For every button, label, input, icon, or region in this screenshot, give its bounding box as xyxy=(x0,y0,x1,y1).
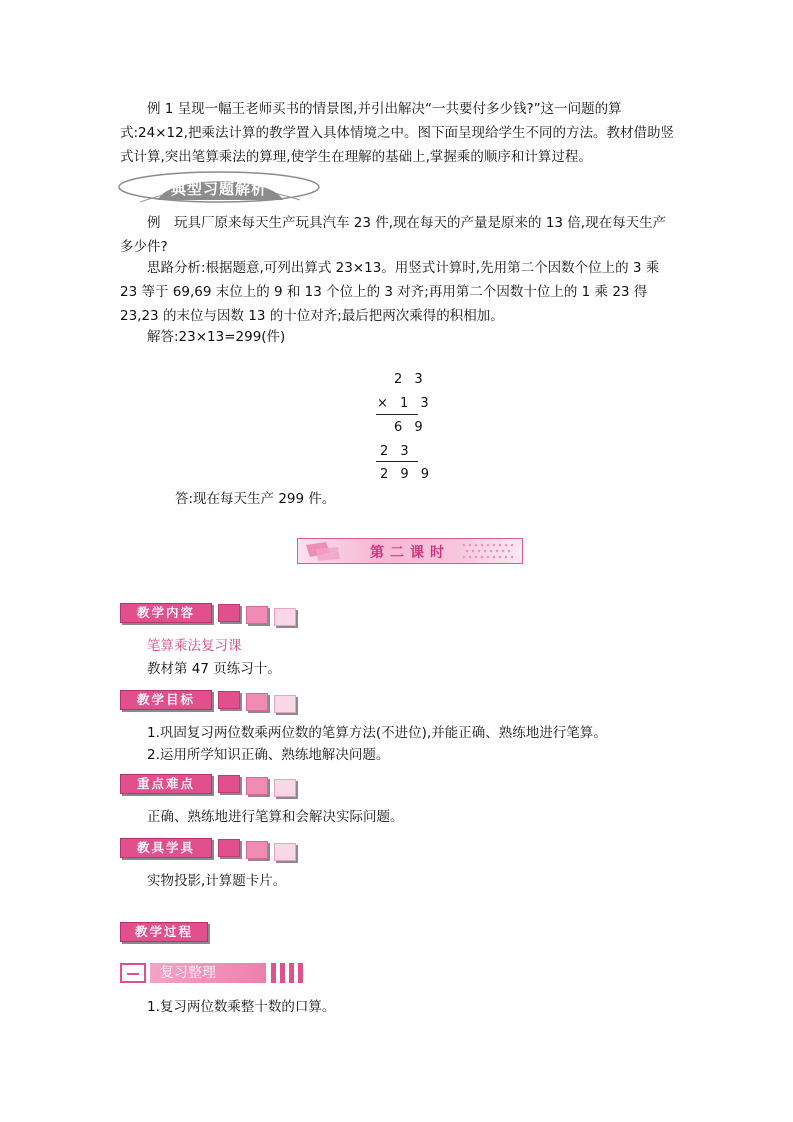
goal-item-1: 1.巩固复习两位数乘两位数的笔算方法(不进位),并能正确、熟练地进行笔算。 xyxy=(147,725,607,741)
review-section-bar xyxy=(120,963,302,983)
bar-stripe xyxy=(289,963,294,983)
example-question: 例 玩具厂原来每天生产玩具汽车 23 件,现在每天的产量是原来的 13 倍,现在每天生产多少件? xyxy=(120,215,667,255)
section-banner-typical-exercises xyxy=(118,170,320,206)
vertical-calculation xyxy=(370,372,434,487)
label-square-2 xyxy=(246,606,268,624)
label-square-1 xyxy=(218,691,240,709)
example-answer: 答:现在每天生产 299 件。 xyxy=(175,491,336,507)
bar-stripe xyxy=(298,963,303,983)
intro-paragraph: 例 1 呈现一幅王老师买书的情景图,并引出解决“一共要付多少钱?”这一问题的算式:24×12,把乘法计算的教学置入具体情境之中。图下面呈现给学生不同的方法。教材借助竖式计算,突出笔算乘法的算理,使学生在理解的基础上,掌握乘的顺序和计算过程。 xyxy=(120,101,675,165)
label-square-2 xyxy=(246,777,268,795)
label-square-3 xyxy=(274,779,296,797)
calc-line-1 xyxy=(376,414,418,415)
key-text: 正确、熟练地进行笔算和会解决实际问题。 xyxy=(147,809,404,825)
label-square-1 xyxy=(218,604,240,622)
goal-item-2: 2.运用所学知识正确、熟练地解决问题。 xyxy=(147,747,390,763)
lesson-banner xyxy=(297,538,523,564)
label-square-2 xyxy=(246,841,268,859)
label-teaching-content: 教学内容 xyxy=(120,603,212,623)
tools-text: 实物投影,计算题卡片。 xyxy=(147,873,287,889)
label-square-1 xyxy=(218,775,240,793)
label-square-3 xyxy=(274,695,296,713)
section-banner-title: 典型习题解析 xyxy=(170,180,267,198)
calc-line-2 xyxy=(376,461,418,462)
review-item-1: 1.复习两位数乘整十数的口算。 xyxy=(147,999,336,1015)
calc-row-multiplier: × 1 3 xyxy=(377,396,433,411)
calc-row-partial-2: 2 3 xyxy=(380,444,413,459)
label-teaching-goals: 教学目标 xyxy=(120,690,212,710)
bar-stripe xyxy=(280,963,285,983)
review-label: 复习整理 xyxy=(150,963,266,983)
example-solution: 解答:23×13=299(件) xyxy=(147,329,286,345)
label-teaching-tools: 教具学具 xyxy=(120,838,212,858)
bar-stripe xyxy=(271,963,276,983)
example-analysis: 思路分析:根据题意,可列出算式 23×13。用竖式计算时,先用第二个因数个位上的 3 乘 23 等于 69,69 末位上的 9 和 13 个位上的 3 对齐;再用第二个因数十位上的 1 乘 23 得 23,23 的末位与因数 13 的十位对齐;最后把两次乘得的积相加。 xyxy=(120,260,660,324)
label-key-points: 重点难点 xyxy=(120,774,212,794)
calc-row-partial-1: 6 9 xyxy=(394,420,427,435)
label-square-1 xyxy=(218,839,240,857)
label-square-3 xyxy=(274,608,296,626)
section-number-one xyxy=(120,963,146,983)
calc-row-product: 2 9 9 xyxy=(380,467,434,482)
content-title: 笔算乘法复习课 xyxy=(147,638,242,654)
content-text: 教材第 47 页练习十。 xyxy=(147,661,281,677)
label-square-2 xyxy=(246,693,268,711)
calc-row-multiplicand: 2 3 xyxy=(394,372,427,387)
label-square-3 xyxy=(274,843,296,861)
lesson-title: 第二课时 xyxy=(370,545,450,561)
label-teaching-process: 教学过程 xyxy=(120,922,208,942)
